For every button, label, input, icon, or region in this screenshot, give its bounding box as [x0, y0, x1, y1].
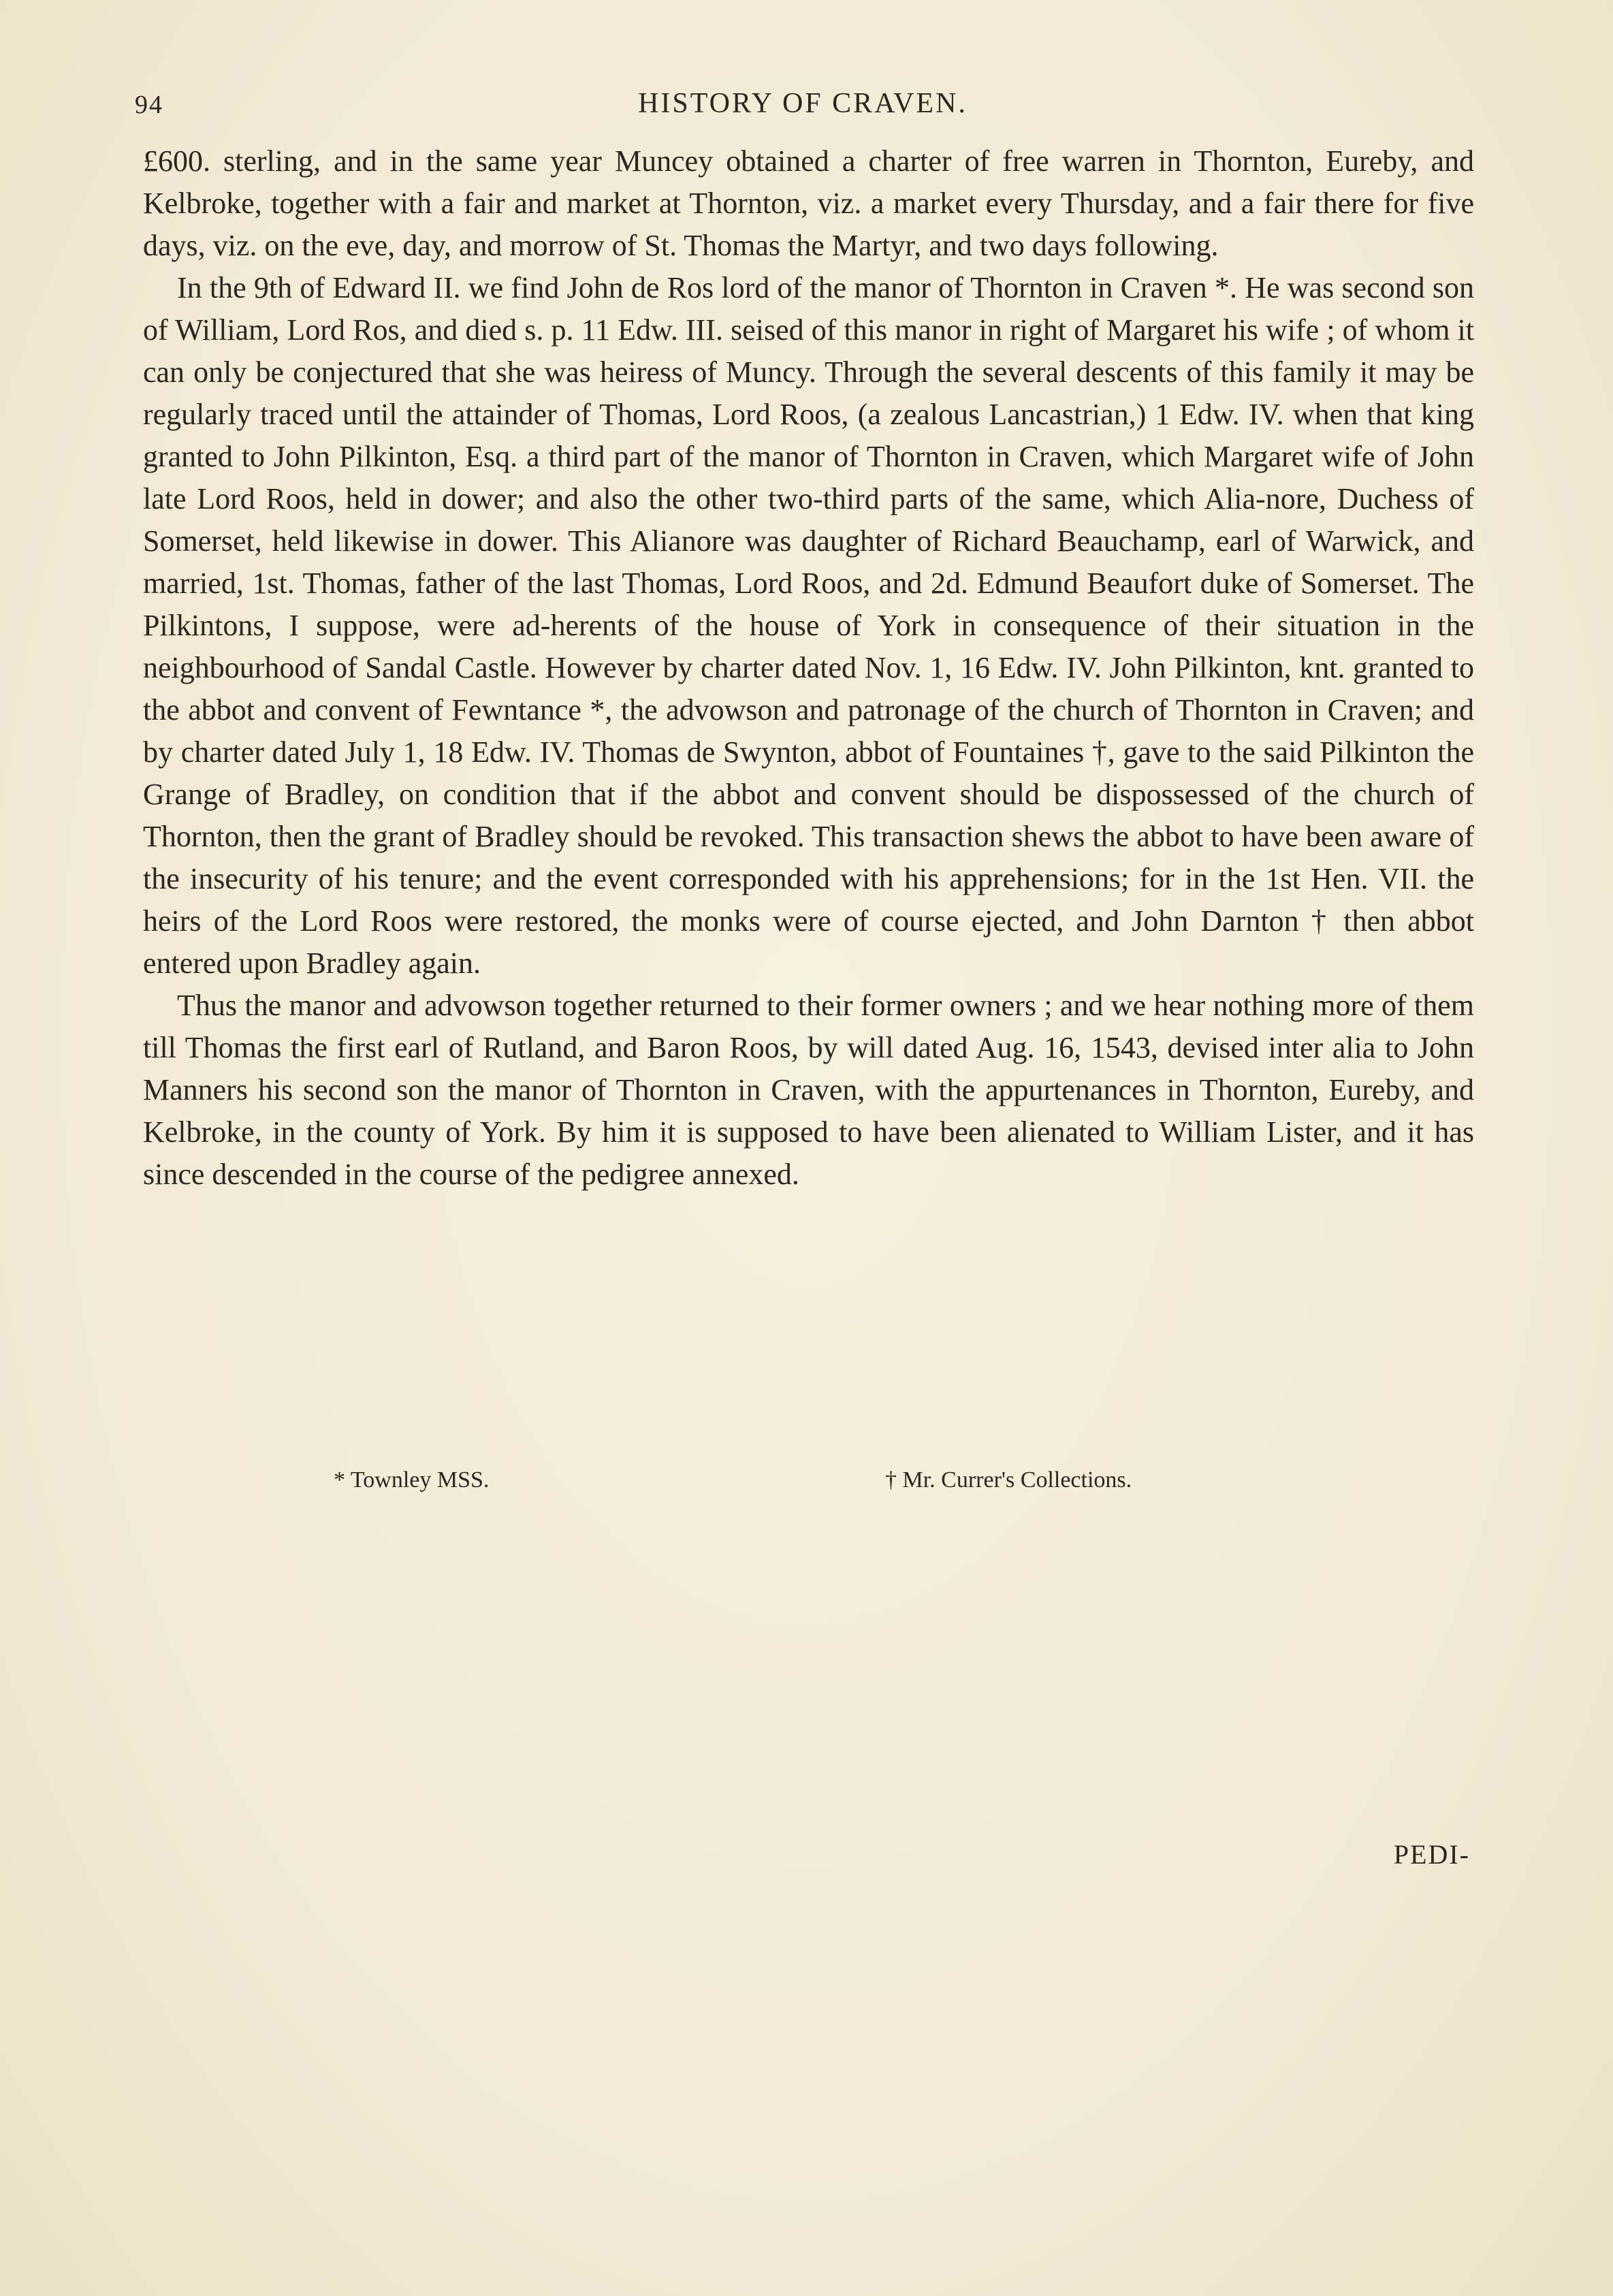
paragraph-2: In the 9th of Edward II. we find John de Ros lord of the manor of Thornton in Craven *. He was second son of William, Lord Ros, and died s. p. 11 Edw. III. seised of this manor in right of Margaret his wife ; of whom it can only be conjectured that she was heiress of Muncy. Through the several descents of this family it may be regularly traced until the attainder of Thomas, Lord Roos, (a zealous Lancastrian,) 1 Edw. IV. when that king granted to John Pilkinton, Esq. a third part of the manor of Thornton in Craven, which Margaret wife of John late Lord Roos, held in dower; and also the other two-third parts of the same, which Alia-nore, Duchess of Somerset, held likewise in dower. This Alianore was daughter of Richard Beauchamp, earl of Warwick, and married, 1st. Thomas, father of the last Thomas, Lord Roos, and 2d. Edmund Beaufort duke of Somerset. The Pilkintons, I suppose, were ad-herents of the house of York in consequence of their situation in the neighbourhood of Sandal Castle. However by charter dated Nov. 1, 16 Edw. IV. John Pilkinton, knt. granted to the abbot and convent of Fewntance *, the advowson and patronage of the church of Thornton in Craven; and by charter dated July 1, 18 Edw. IV. Thomas de Swynton, abbot of Fountaines †, gave to the said Pilkinton the Grange of Bradley, on condition that if the abbot and convent should be dispossessed of the church of Thornton, then the grant of Bradley should be revoked. This transaction shews the abbot to have been aware of the insecurity of his tenure; and the event corresponded with his apprehensions; for in the 1st Hen. VII. the heirs of the Lord Roos were restored, the monks were of course ejected, and John Darnton † then abbot entered upon Bradley again.: [143, 271, 1474, 980]
paragraph-1: £600. sterling, and in the same year Muncey obtained a charter of free warren in Thornton, Eureby, and Kelbroke, together with a fair and market at Thornton, viz. a market every Thursday, and a fair there for five days, viz. on the eve, day, and morrow of St. Thomas the Martyr, and two days following.: [143, 144, 1474, 262]
page-number: 94: [135, 91, 163, 119]
footnote-townley: * Townley MSS.: [334, 1467, 490, 1493]
paragraph-3: Thus the manor and advowson together returned to their former owners ; and we hear nothing more of them till Thomas the first earl of Rutland, and Baron Roos, by will dated Aug. 16, 1543, devised inter alia to John Manners his second son the manor of Thornton in Craven, with the appurtenances in Thornton, Eureby, and Kelbroke, in the county of York. By him it is supposed to have been alienated to William Lister, and it has since descended in the course of the pedigree annexed.: [143, 989, 1474, 1191]
footnote-currer: † Mr. Currer's Collections.: [885, 1467, 1132, 1493]
running-head: [135, 83, 1471, 124]
page-title: HISTORY OF CRAVEN.: [638, 88, 968, 119]
body-text: [143, 140, 1474, 1196]
catchword: PEDI-: [1393, 1839, 1470, 1870]
footnotes: [143, 1467, 1474, 1508]
